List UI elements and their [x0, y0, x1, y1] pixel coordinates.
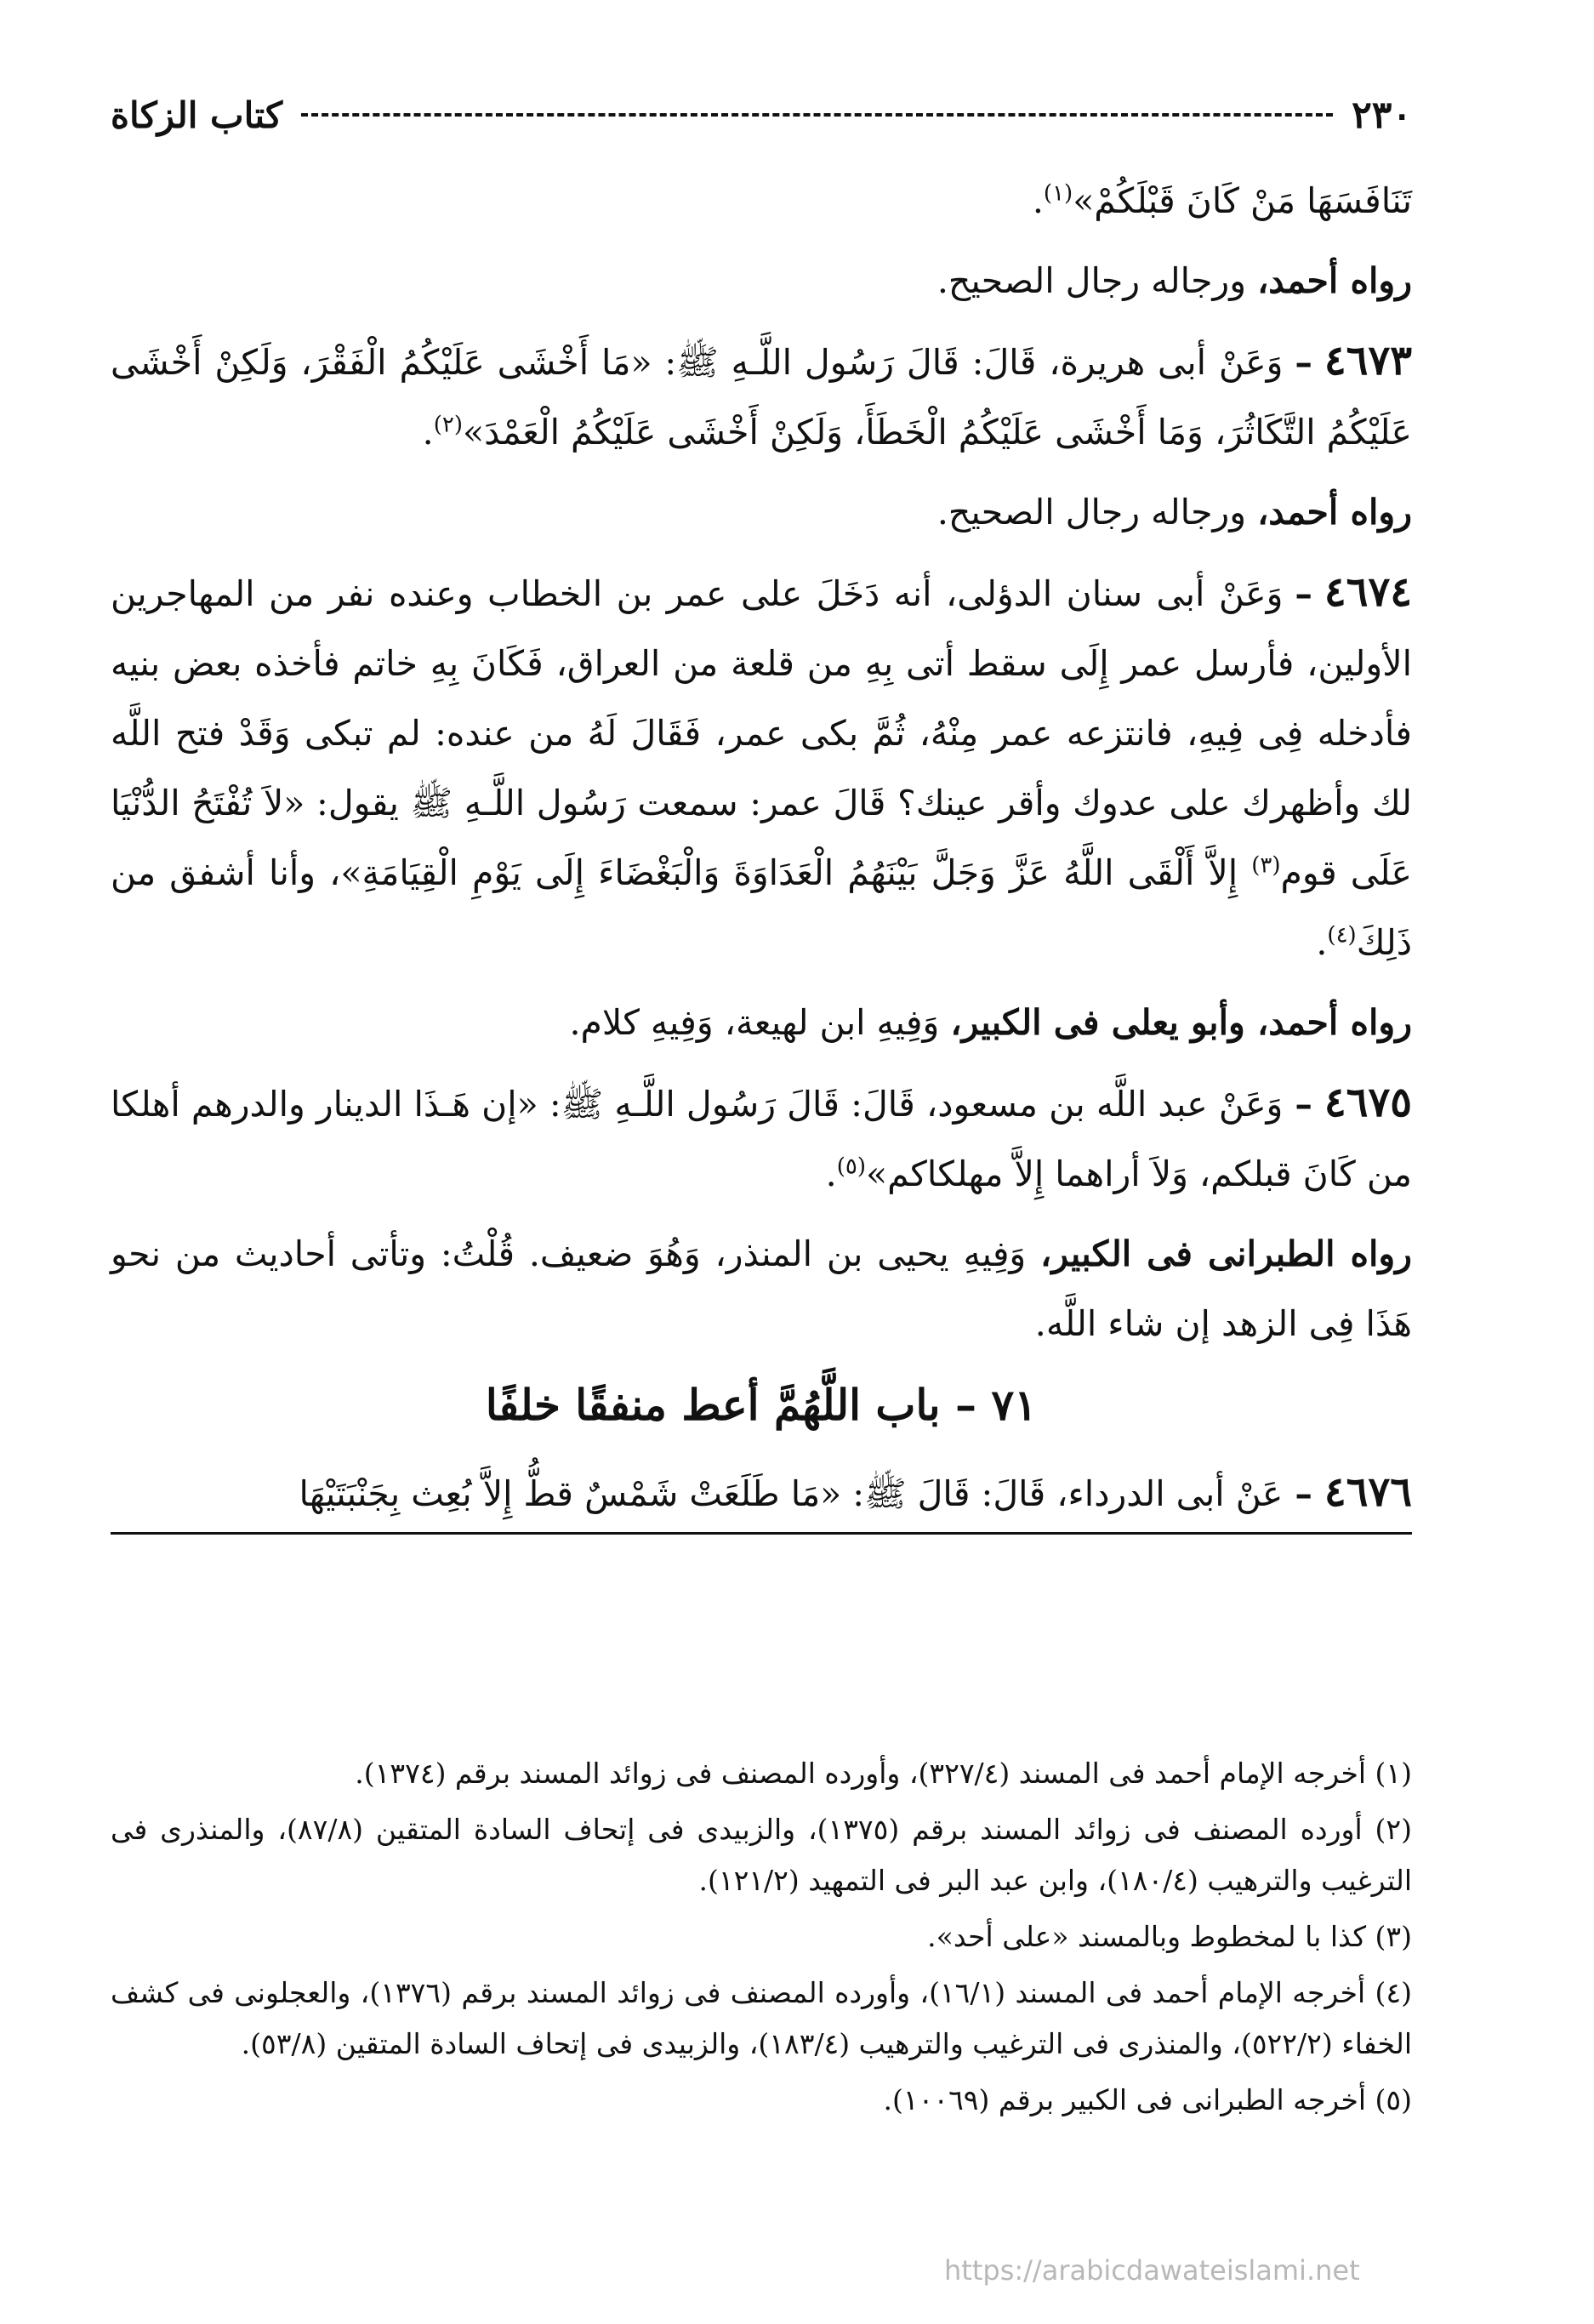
hadith-number: ٤٦٧٣ [1324, 337, 1412, 384]
hadith-text-continued: إِلاَّ أَلْقَى اللَّهُ عَزَّ وَجَلَّ بَيْنَهُمُ الْعَدَاوَةَ وَالْبَغْضَاءَ إِلَى يَوْمِ الْقِيَامَةِ»، وأنا أشفق من ذَلِكَ [111, 852, 1412, 963]
footnote-ref: (١) [1043, 180, 1073, 207]
source-label: رواه أحمد، [1257, 492, 1412, 533]
main-text [111, 166, 1412, 1545]
footnotes [111, 1748, 1412, 2131]
chapter-heading: ٧١ – باب اللَّهُمَّ أعط منفقًا خلفًا [485, 1380, 1038, 1430]
footnote-1: (١) أخرجه الإمام أحمد فى المسند (٣٢٧/٤)، وأورده المصنف فى زوائد المسند برقم (١٣٧٤). [355, 1757, 1412, 1790]
watermark-url: https://arabicdawateislami.net [944, 2254, 1360, 2287]
hadith-text: عَنْ أبى الدرداء، قَالَ: قَالَ ﷺ: «مَا طَلَعَتْ شَمْسٌ قطُّ إِلاَّ بُعِث بِجَنْبَتَيْهَا [299, 1473, 1284, 1514]
hadith-source [111, 246, 1412, 316]
hadith-dash: – [1295, 1084, 1312, 1125]
source-text: ورجاله رجال الصحيح. [936, 260, 1258, 301]
footnote-ref: (٤) [1327, 922, 1357, 948]
hadith-paragraph [111, 1068, 1412, 1209]
source-label: رواه أحمد، وأبو يعلى فى الكبير، [950, 1002, 1412, 1043]
hadith-source [111, 477, 1412, 547]
hadith-dash: – [1295, 342, 1312, 383]
hadith-number: ٤٦٧٥ [1324, 1079, 1412, 1126]
footnote-3: (٣) كذا با لمخطوط وبالمسند «على أحد». [927, 1920, 1412, 1953]
paragraph-tail: . [422, 412, 434, 453]
footnote-ref: (٢) [433, 412, 463, 438]
source-text: وَفِيهِ يحيى بن المنذر، وَهُوَ ضعيف. قُلْتُ: وتأتى أحاديث من نحو هَذَا فِى الزهد إن شاء اللَّه. [111, 1233, 1412, 1344]
header-dashed-rule [301, 113, 1333, 117]
hadith-number: ٤٦٧٦ [1324, 1468, 1412, 1516]
source-text: وَفِيهِ ابن لهيعة، وَفِيهِ كلام. [569, 1002, 951, 1043]
hadith-paragraph [111, 326, 1412, 467]
hadith-text: وَعَنْ أبى سنان الدؤلى، أنه دَخَلَ على عمر بن الخطاب وعنده نفر من المهاجرين الأولين، فأرسل عمر إِلَى سقط أتى بِهِ من قلعة من العراق، فَكَانَ بِهِ خاتم فأخذه بعض بنيه فأدخله فِى فِيهِ، فانتزعه عمر مِنْهُ، ثُمَّ بكى عمر، فَقَالَ لَهُ من عنده: لم تبكى وَقَدْ فتح اللَّه لك وأظهرك على عدوك وأقر عينك؟ قَالَ عمر: سمعت رَسُول اللَّـهِ ﷺ يقول: «لاَ تُفْتَحُ الدُّنْيَا عَلَى قوم [111, 573, 1412, 893]
running-title: كتاب الزكاة [111, 94, 283, 136]
page-header [111, 85, 1412, 145]
hadith-source [111, 988, 1412, 1057]
hadith-paragraph-last [111, 1457, 1412, 1535]
footnote-ref: (٣) [1251, 852, 1281, 879]
paragraph-text: تَنَافَسَهَا مَنْ كَانَ قَبْلَكُمْ» [1073, 180, 1412, 221]
page-number: ٢٣٠ [1352, 93, 1412, 137]
hadith-source [111, 1219, 1412, 1359]
footnote-4: (٤) أخرجه الإمام أحمد فى المسند (١٦/١)، وأورده المصنف فى زوائد المسند برقم (١٣٧٦)، والعجلونى فى كشف الخفاء (٥٢٢/٢)، والمنذرى فى الترغيب والترهيب (١٨٣/٤)، والزبيدى فى إتحاف السادة المتقين (٥٣/٨). [111, 1976, 1412, 2060]
paragraph-tail: . [825, 1153, 837, 1194]
hadith-dash: – [1295, 573, 1312, 614]
source-text: ورجاله رجال الصحيح. [936, 492, 1258, 533]
paragraph-tail: . [1316, 922, 1328, 963]
footnote-2: (٢) أورده المصنف فى زوائد المسند برقم (١٣٧٥)، والزبيدى فى إتحاف السادة المتقين (٨٧/٨)، والمنذرى فى الترغيب والترهيب (١٨٠/٤)، وابن عبد البر فى التمهيد (١٢١/٢). [111, 1813, 1412, 1897]
footnote-5: (٥) أخرجه الطبرانى فى الكبير برقم (١٠٠٦٩). [883, 2083, 1412, 2116]
hadith-number: ٤٦٧٤ [1324, 568, 1412, 616]
hadith-text: وَعَنْ أبى هريرة، قَالَ: قَالَ رَسُول اللَّـهِ ﷺ: «مَا أَخْشَى عَلَيْكُمُ الْفَقْرَ، وَلَكِنْ أَخْشَى عَلَيْكُمُ التَّكَاثُرَ، وَمَا أَخْشَى عَلَيْكُمُ الْخَطَأَ، وَلَكِنْ أَخْشَى عَلَيْكُمُ الْعَمْدَ» [111, 342, 1412, 453]
source-label: رواه الطبرانى فى الكبير، [1040, 1233, 1412, 1274]
hadith-text: وَعَنْ عبد اللَّه بن مسعود، قَالَ: قَالَ رَسُول اللَّـهِ ﷺ: «إن هَـذَا الدينار والدرهم أهلكا من كَانَ قبلكم، وَلاَ أراهما إِلاَّ مهلكاكم» [111, 1084, 1412, 1194]
paragraph-continuation [111, 166, 1412, 236]
footnote-ref: (٥) [836, 1153, 866, 1180]
paragraph-tail: . [1032, 180, 1044, 221]
hadith-paragraph [111, 557, 1412, 977]
source-label: رواه أحمد، [1257, 260, 1412, 301]
hadith-dash: – [1295, 1473, 1312, 1514]
